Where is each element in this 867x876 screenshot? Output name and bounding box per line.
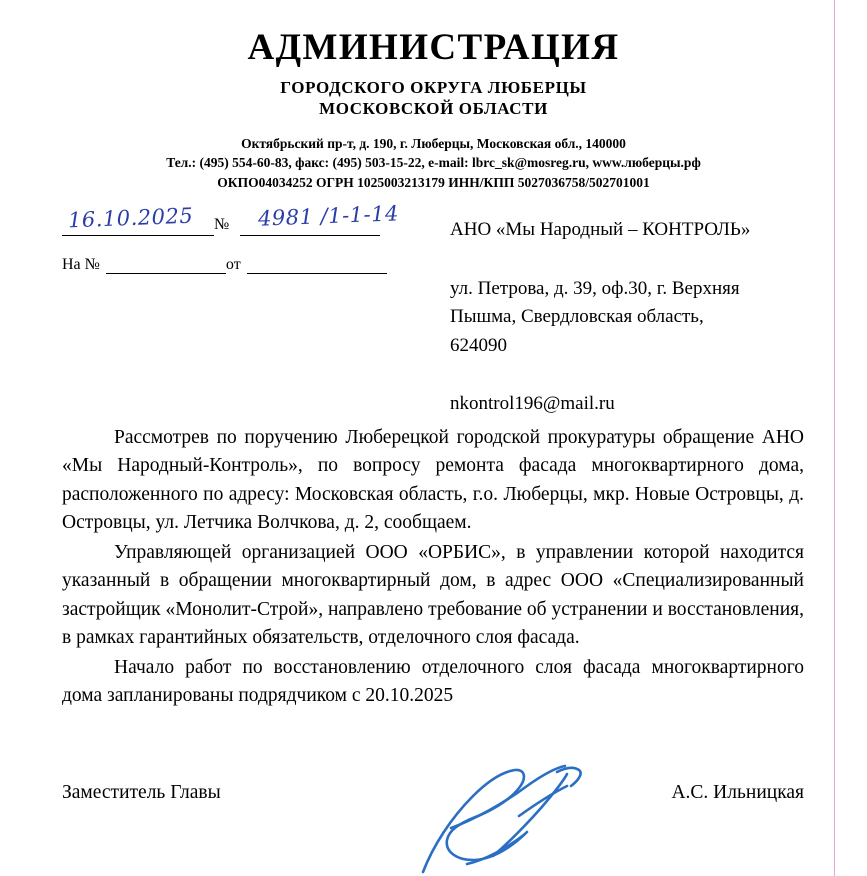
reference-on-number-line xyxy=(106,253,226,274)
reference-on-number-label: На № xyxy=(62,256,100,273)
body-paragraph-2: Управляющей организацией ООО «ОРБИС», в управлении которой находится указанный в обращении многоквартирный дом, в адрес ООО «Специализированный застройщик «Монолит-Строй», направлено требование об устранении и восстановления, в рамках гарантийных обязательств, отделочного слоя фасада. xyxy=(62,542,804,648)
organization-subtitle-line1: ГОРОДСКОГО ОКРУГА ЛЮБЕРЦЫ xyxy=(280,78,587,97)
handwritten-signature xyxy=(415,760,595,875)
organization-title: АДМИНИСТРАЦИЯ xyxy=(247,27,620,68)
addressee-address-line3: 624090 xyxy=(450,334,507,356)
document-body xyxy=(62,424,804,713)
reference-number-value: 4981 /1-1-14 xyxy=(257,201,400,231)
body-paragraph-3: Начало работ по восстановлению отделочного слоя фасада многоквартирного дома запланированы подрядчиком с 20.10.2025 xyxy=(62,657,804,707)
addressee-name: АНО «Мы Народный – КОНТРОЛЬ» xyxy=(450,219,751,240)
addressee-address xyxy=(450,275,810,361)
signature-row xyxy=(62,782,804,804)
reference-reply-row xyxy=(62,244,422,274)
addressee-email: nkontrol196@mail.ru xyxy=(450,393,615,414)
body-paragraph-1: Рассмотрев по поручению Люберецкой городской прокуратуры обращение АНО «Мы Народный-Контроль», по вопросу ремонта фасада многоквартирного дома, расположенного по адресу: Московская область, г.о. Люберцы, мкр. Новые Островцы, д. Островцы, ул. Летчика Волчкова, д. 2, сообщаем. xyxy=(62,427,804,533)
addressee-address-line2: Пышма, Свердловская область, xyxy=(450,306,704,327)
reference-from-date-line xyxy=(247,253,387,274)
addressee-address-line1: ул. Петрова, д. 39, оф.30, г. Верхняя xyxy=(450,277,740,299)
page-guide-line xyxy=(834,0,835,876)
organization-contacts xyxy=(0,134,867,193)
signer-position: Заместитель Главы xyxy=(62,782,221,803)
addressee-block xyxy=(450,216,810,419)
reference-date-value: 16.10.2025 xyxy=(67,203,194,233)
contacts-phone-email: Тел.: (495) 554-60-83, факс: (495) 503-15-22, e-mail: lbrc_sk@mosreg.ru, www.люберцы.рф xyxy=(166,155,701,171)
reference-number-label: № xyxy=(214,216,230,233)
organization-subtitle-line2: МОСКОВСКОЙ ОБЛАСТИ xyxy=(319,99,548,119)
reference-from-label: от xyxy=(225,256,241,273)
contacts-address: Октябрьский пр-т, д. 190, г. Люберцы, Московская обл., 140000 xyxy=(241,135,626,151)
organization-subtitle xyxy=(0,77,867,120)
letterhead xyxy=(0,0,867,192)
signer-name: А.С. Ильницкая xyxy=(671,782,804,803)
contacts-registry-codes: ОКПО04034252 ОГРН 1025003213179 ИНН/КПП 5027036758/502701001 xyxy=(217,174,650,190)
